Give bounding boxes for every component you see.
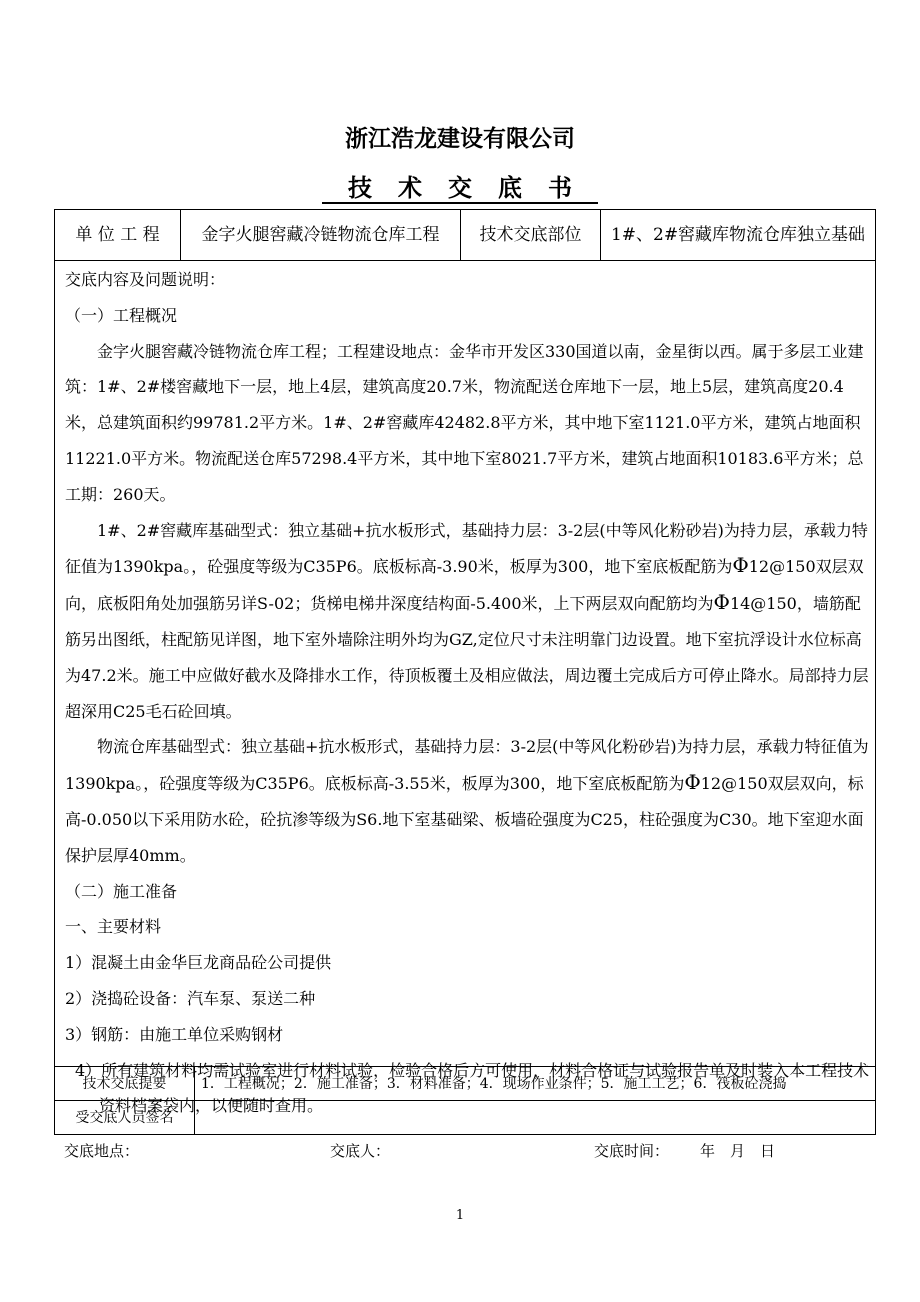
para3-part-b: 12@150双层双向，标高-0.050以下采用防水砼，砼抗渗等级为S6.地下室基础梁、板墙砼强度为C25，柱砼强度为C30。地下室迎水面保护层厚40mm。 [65, 774, 864, 865]
unit-project-value: 金字火腿窖藏冷链物流仓库工程 [181, 210, 461, 260]
material-item: 2）浇捣砼设备：汽车泵、泵送二种 [65, 988, 316, 1008]
para3-part-a: 物流仓库基础型式：独立基础+抗水板形式，基础持力层：3-2层(中等风化粉砂岩)为持力层，承载力特征值为1390kpa。，砼强度等级为C35P6。底板标高-3.55米，板厚为300，地下室底板配筋为 [65, 737, 869, 794]
summary-value: 1．工程概况；2．施工准备；3．材料准备；4．现场作业条件；5．施工工艺；6．筏板砼浇捣 [201, 1076, 787, 1092]
time-label: 交底时间： [594, 1142, 670, 1160]
rebar-symbol-icon: Φ [732, 553, 749, 578]
disclosure-table [54, 209, 876, 1135]
paragraph-cellar-foundation [65, 513, 871, 730]
content-intro: 交底内容及问题说明： [65, 270, 226, 289]
signature-row [55, 1100, 875, 1135]
material-item: 4）所有建筑材料均需试验室进行材料试验，检验合格后方可使用，材料合格证与试验报告单及时装入本工程技术资料档案袋内，以便随时查用。 [75, 1060, 870, 1116]
rebar-symbol-icon: Φ [713, 590, 730, 615]
material-item: 3）钢筋：由施工单位采购钢材 [65, 1024, 284, 1044]
document-title [0, 168, 920, 203]
company-name: 浙江浩龙建设有限公司 [345, 126, 575, 152]
location-label: 交底地点： [64, 1142, 140, 1160]
para2-part-a: 1#、2#窖藏库基础型式：独立基础+抗水板形式，基础持力层：3-2层(中等风化粉砂岩)为持力层，承载力特征值为1390kpa。，砼强度等级为C35P6。底板标高-3.90米，板厚为300，地下室底板配筋为 [65, 520, 868, 577]
para2-part-b: 12@150双层双向，底板阳角处加强筋另详S-02；货梯电梯井深度结构面-5.400米，上下两层双向配筋均为 [65, 557, 864, 614]
document-title-text: 技术交底书 [322, 174, 598, 204]
section-overview-title: （一）工程概况 [65, 305, 178, 325]
subsection-materials-title: 一、主要材料 [65, 917, 162, 937]
signature-field[interactable] [195, 1101, 875, 1135]
material-item: 1）混凝土由金华巨龙商品砼公司提供 [65, 953, 332, 973]
rebar-symbol-icon: Φ [684, 770, 701, 795]
disclosure-part-label: 技术交底部位 [461, 210, 601, 260]
signature-label: 受交底人员签名 [55, 1101, 195, 1135]
page-number: 1 [455, 1208, 465, 1223]
para2-part-c: 14@150，墙筋配筋另出图纸，柱配筋见详图，地下室外墙除注明外均为GZ,定位尺寸未注明靠门边设置。地下室抗浮设计水位标高为47.2米。施工中应做好截水及降排水工作，待顶板覆土及相应做法，周边覆土完成后方可停止降水。局部持力层超深用C25毛石砼回填。 [65, 594, 869, 721]
unit-project-label: 单 位 工 程 [55, 210, 181, 260]
disclosure-part-value: 1#、2#窖藏库物流仓库独立基础 [610, 225, 866, 245]
discloser-label: 交底人： [330, 1142, 391, 1160]
date-placeholder: 年 月 日 [700, 1142, 776, 1160]
summary-label: 技术交底提要 [55, 1067, 195, 1101]
paragraph-warehouse-foundation [65, 729, 871, 873]
info-row [55, 210, 875, 261]
paragraph-overview: 金字火腿窖藏冷链物流仓库工程；工程建设地点：金华市开发区330国道以南，金星街以西。属于多层工业建筑：1#、2#楼窖藏地下一层，地上4层，建筑高度20.7米，物流配送仓库地下一层，地上5层，建筑高度20.4米，总建筑面积约99781.2平方米。1#、2#窖藏库42482.8平方米，其中地下室1121.0平方米，建筑占地面积11221.0平方米。物流配送仓库57298.4平方米，其中地下室8021.7平方米，建筑占地面积10183.6平方米；总工期：260天。 [65, 341, 864, 504]
disclosure-content [65, 262, 871, 1124]
summary-row [55, 1066, 875, 1101]
section-preparation-title: （二）施工准备 [65, 881, 178, 901]
